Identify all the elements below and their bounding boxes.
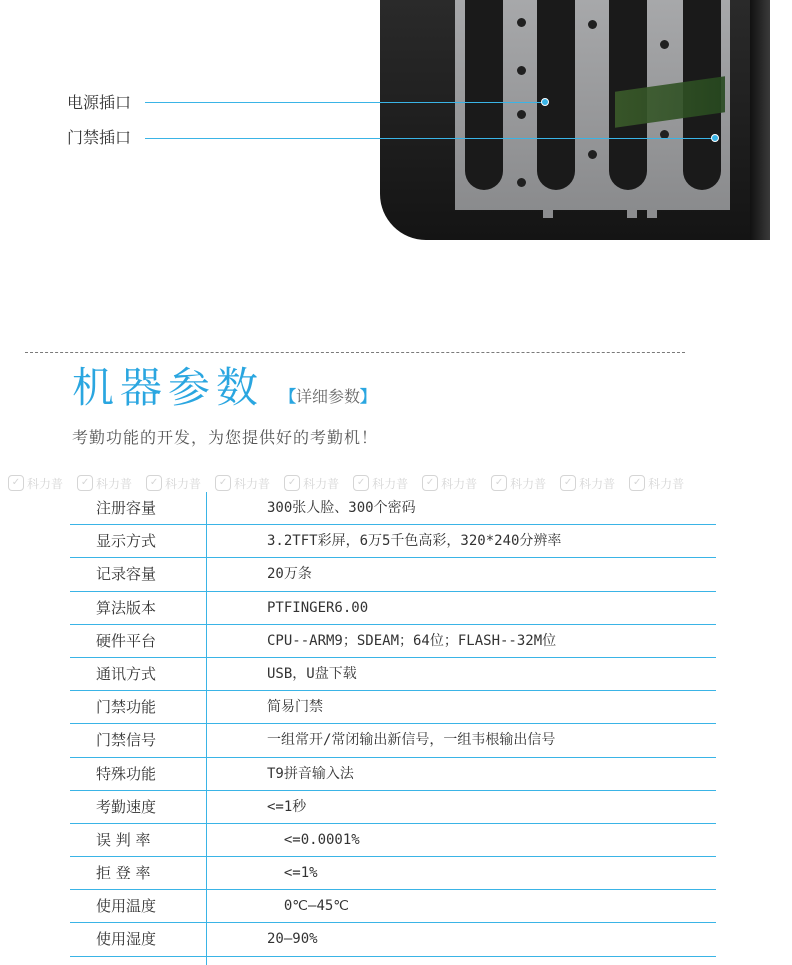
bracket-tab: [647, 210, 657, 218]
check-logo-icon: ✓: [77, 475, 93, 491]
section-divider: [25, 352, 685, 353]
access-port-marker: [711, 134, 719, 142]
spec-row: [70, 724, 716, 757]
bracket-close: 】: [360, 387, 377, 406]
spec-value: <=1%: [267, 865, 318, 882]
spec-label: 算法版本: [96, 598, 157, 617]
spec-label: 误 判 率: [96, 830, 151, 849]
watermark-text: 科力普: [441, 476, 478, 491]
screw-hole: [660, 40, 669, 49]
watermark-text: 科力普: [510, 476, 547, 491]
spec-label: 考勤速度: [96, 797, 157, 816]
watermark-logo: [215, 472, 270, 494]
bracket-slot: [465, 0, 503, 190]
watermark-text: 科力普: [27, 476, 64, 491]
screw-hole: [517, 18, 526, 27]
spec-label: 门禁功能: [96, 698, 157, 717]
spec-value: T9拼音输入法: [267, 765, 354, 782]
screw-hole: [588, 150, 597, 159]
section-subtitle: [280, 386, 376, 408]
spec-value: 20—90%: [267, 931, 318, 948]
watermark-logo: [284, 472, 339, 494]
spec-value: 一组常开/常闭输出新信号，一组韦根输出信号: [267, 732, 556, 749]
bracket-tab: [543, 210, 553, 218]
spec-row: [70, 857, 716, 890]
spec-value: 3.2TFT彩屏，6万5千色高彩，320*240分辨率: [267, 533, 562, 550]
spec-row: [70, 658, 716, 691]
watermark-logo: [629, 472, 684, 494]
watermark-logo: [77, 472, 132, 494]
subtitle-text: 详细参数: [296, 387, 361, 406]
screw-hole: [517, 110, 526, 119]
watermark-text: 科力普: [234, 476, 271, 491]
watermark-text: 科力普: [579, 476, 616, 491]
section-title: 机器参数: [72, 363, 265, 412]
bracket-open: 【: [280, 387, 297, 406]
spec-row: [70, 923, 716, 956]
power-port-label: 电源插口: [67, 93, 132, 112]
spec-label: 显示方式: [96, 532, 157, 551]
spec-row: [70, 492, 716, 525]
spec-row: [70, 525, 716, 558]
check-logo-icon: ✓: [146, 475, 162, 491]
spec-label: 注册容量: [96, 499, 157, 517]
spec-row: [70, 558, 716, 591]
screw-hole: [517, 178, 526, 187]
spec-label: 使用湿度: [96, 930, 157, 949]
spec-value: USB，U盘下载: [267, 665, 357, 682]
spec-label: 通讯方式: [96, 664, 157, 683]
watermark-logo: [422, 472, 477, 494]
spec-value: <=0.0001%: [267, 831, 360, 848]
spec-table: [70, 492, 716, 957]
watermark-strip: [8, 472, 792, 494]
mounting-bracket: [455, 0, 730, 210]
bracket-tab: [627, 210, 637, 218]
check-logo-icon: ✓: [629, 475, 645, 491]
check-logo-icon: ✓: [284, 475, 300, 491]
power-port-marker: [541, 98, 549, 106]
spec-value: 0℃—45℃: [267, 898, 350, 915]
spec-value: 简易门禁: [267, 699, 323, 716]
spec-label: 使用温度: [96, 897, 157, 916]
spec-label: 拒 登 率: [96, 864, 151, 883]
check-logo-icon: ✓: [215, 475, 231, 491]
spec-label: 特殊功能: [96, 764, 157, 783]
check-logo-icon: ✓: [353, 475, 369, 491]
check-logo-icon: ✓: [560, 475, 576, 491]
spec-value: 20万条: [267, 566, 312, 583]
spec-row: [70, 625, 716, 658]
watermark-logo: [146, 472, 201, 494]
watermark-text: 科力普: [96, 476, 133, 491]
spec-value: PTFINGER6.00: [267, 599, 369, 616]
spec-value: CPU--ARM9；SDEAM；64位；FLASH--32M位: [267, 632, 557, 649]
watermark-logo: [491, 472, 546, 494]
spec-value: <=1秒: [267, 798, 307, 815]
watermark-text: 科力普: [165, 476, 202, 491]
check-logo-icon: ✓: [8, 475, 24, 491]
spec-row: [70, 758, 716, 791]
watermark-text: 科力普: [372, 476, 409, 491]
bracket-slot: [537, 0, 575, 190]
access-port-label: 门禁插口: [67, 128, 132, 147]
spec-label: 记录容量: [96, 565, 157, 584]
spec-value: 300张人脸、300个密码: [267, 500, 416, 516]
screw-hole: [517, 66, 526, 75]
spec-row: [70, 824, 716, 857]
watermark-text: 科力普: [648, 476, 685, 491]
access-port-leader-line: [145, 138, 715, 139]
spec-label: 硬件平台: [96, 631, 157, 650]
spec-row: [70, 890, 716, 923]
watermark-text: 科力普: [303, 476, 340, 491]
watermark-logo: [560, 472, 615, 494]
check-logo-icon: ✓: [422, 475, 438, 491]
spec-row: [70, 791, 716, 824]
tagline: 考勤功能的开发，为您提供好的考勤机！: [72, 428, 379, 447]
watermark-logo: [8, 472, 63, 494]
spec-row: [70, 592, 716, 625]
watermark-logo: [353, 472, 408, 494]
spec-label: 门禁信号: [96, 731, 157, 750]
spec-row: [70, 691, 716, 724]
check-logo-icon: ✓: [491, 475, 507, 491]
screw-hole: [588, 20, 597, 29]
device-photo: [0, 0, 792, 300]
power-port-leader-line: [145, 102, 545, 103]
